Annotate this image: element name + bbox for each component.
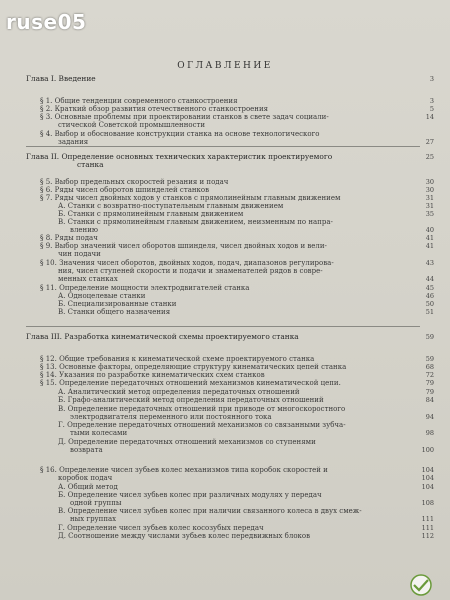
toc-entry: § 13. Основные факторы, определяющие структуру кинематических цепей станка — [40, 363, 347, 371]
toc-page-number: 41 — [425, 242, 434, 250]
toc-entry: А. Аналитический метод определения передаточных отношений — [58, 388, 300, 396]
toc-entry: А. Станки с возвратно-поступательным главным движением — [58, 202, 284, 210]
toc-entry: § 3. Основные проблемы при проектировании станков в свете задач социали- — [40, 113, 329, 121]
toc-page-number: 5 — [429, 105, 434, 113]
bazar-logo-icon — [398, 574, 444, 596]
toc-entry: Г. Определение чисел зубьев колес косозубых передач — [58, 524, 264, 532]
toc-chapter: Глава II. Определение основных технических характеристик проектируемого — [26, 152, 333, 161]
toc-entry: § 2. Краткий обзор развития отечественного станкостроения — [40, 105, 269, 113]
toc-page-number: 98 — [425, 429, 434, 437]
toc-entry: § 14. Указания по разработке кинематических схем станков — [40, 371, 265, 379]
toc-entry: § 16. Определение чисел зубьев колес механизмов типа коробок скоростей и — [40, 466, 328, 474]
toc-page-number: 68 — [425, 363, 434, 371]
toc-page-number: 72 — [425, 371, 434, 379]
toc-entry: стической Советской промышленности — [58, 121, 206, 129]
toc-entry: В. Определение чисел зубьев колес при наличии связанного колеса в двух смеж- — [58, 507, 362, 515]
toc-entry: § 12. Общие требования к кинематической схеме проектируемого станка — [40, 355, 315, 363]
toc-page-number: 41 — [425, 234, 434, 242]
toc-entry: Д. Определение передаточных отношений механизмов со ступенями — [58, 438, 316, 446]
toc-entry: чин подачи — [58, 250, 101, 258]
toc-page-number: 14 — [425, 113, 434, 121]
toc-entry: Б. Графо-аналитический метод определения передаточных отношений — [58, 396, 324, 404]
toc-entry: Б. Станки с прямолинейным главным движением — [58, 210, 244, 218]
toc-entry: возврата — [70, 446, 103, 454]
toc-entry: Б. Специализированные станки — [58, 300, 177, 308]
toc-page-number: 59 — [425, 333, 434, 341]
toc-page-number: 31 — [425, 194, 434, 202]
toc-page-number: 100 — [421, 446, 434, 454]
toc-page-number: 27 — [425, 138, 434, 146]
toc-page-number: 3 — [429, 75, 434, 83]
toc-entry: § 7. Ряды чисел двойных ходов у станков с прямолинейным главным движением — [40, 194, 341, 202]
toc-page-number: 40 — [425, 226, 434, 234]
toc-page-number: 44 — [425, 275, 434, 283]
toc-entry: В. Определение передаточных отношений при приводе от многоскоростного — [58, 405, 346, 413]
toc-entry: § 15. Определение передаточных отношений механизмов кинематической цепи. — [40, 379, 341, 387]
toc-entry: § 9. Выбор значений чисел оборотов шпинделя, чисел двойных ходов и вели- — [40, 242, 327, 250]
toc-page-number: 51 — [425, 308, 434, 316]
toc-page-number: 43 — [425, 259, 434, 267]
toc-page-number: 79 — [425, 388, 434, 396]
toc-entry: влению — [70, 226, 98, 234]
toc-chapter: станка — [77, 160, 104, 169]
watermark-logo: ruse05 — [6, 10, 87, 34]
toc-page-number: 79 — [425, 379, 434, 387]
toc-entry: § 5. Выбор предельных скоростей резания и подач — [40, 178, 229, 186]
toc-entry: электродвигателя переменного или постоянного тока — [70, 413, 272, 421]
toc-page-number: 104 — [421, 466, 434, 474]
toc-page-number: 112 — [421, 532, 434, 540]
toc-page-number: 35 — [425, 210, 434, 218]
toc-entry: А. Общий метод — [58, 483, 118, 491]
toc-entry: Д. Соотношение между числами зубьев колес передвижных блоков — [58, 532, 311, 540]
toc-page-number: 50 — [425, 300, 434, 308]
toc-page-number: 94 — [425, 413, 434, 421]
toc-page-number: 25 — [425, 153, 434, 161]
toc-entry: одной группы — [70, 499, 122, 507]
toc-page-number: 3 — [429, 97, 434, 105]
toc-entry: § 1. Общие тенденции современного станкостроения — [40, 97, 238, 105]
divider — [26, 326, 420, 327]
toc-page-number: 45 — [425, 284, 434, 292]
divider — [26, 146, 420, 147]
toc-entry: § 8. Ряды подач — [40, 234, 98, 242]
toc-entry: А. Одноцелевые станки — [58, 292, 146, 300]
toc-page-number: 30 — [425, 186, 434, 194]
toc-entry: В. Станки с прямолинейным главным движением, неизменным по напра- — [58, 218, 333, 226]
toc-chapter: Глава I. Введение — [26, 74, 96, 83]
toc-page-number: 111 — [421, 515, 434, 523]
toc-entry: коробок подач — [58, 474, 113, 482]
toc-page-number: 104 — [421, 483, 434, 491]
toc-entry: тыми колесами — [70, 429, 128, 437]
toc-entry: § 6. Ряды чисел оборотов шпинделей станков — [40, 186, 210, 194]
toc-entry: В. Станки общего назначения — [58, 308, 171, 316]
toc-entry: § 10. Значения чисел оборотов, двойных ходов, подач, диапазонов регулирова- — [40, 259, 334, 267]
toc-entry: Б. Определение чисел зубьев колес при различных модулях у передач — [58, 491, 322, 499]
toc-page-number: 108 — [421, 499, 434, 507]
toc-chapter: Глава III. Разработка кинематической схемы проектируемого станка — [26, 332, 299, 341]
toc-entry: Г. Определение передаточных отношений механизмов со связанными зубча- — [58, 421, 346, 429]
toc-entry: § 11. Определение мощности электродвигателей станка — [40, 284, 250, 292]
toc-entry: менных станках — [58, 275, 118, 283]
toc-entry: § 4. Выбор и обоснование конструкции станка на основе технологического — [40, 130, 320, 138]
toc-page-number: 84 — [425, 396, 434, 404]
toc-page-number: 30 — [425, 178, 434, 186]
toc-page-number: 104 — [421, 474, 434, 482]
toc-page-number: 111 — [421, 524, 434, 532]
toc-page-number: 59 — [425, 355, 434, 363]
toc-page-number: 31 — [425, 202, 434, 210]
toc-entry: ных группах — [70, 515, 117, 523]
page-title: ОГЛАВЛЕНИЕ — [177, 61, 273, 71]
toc-entry: ния, чисел ступеней скорости и подачи и знаменателей рядов в совре- — [58, 267, 323, 275]
toc-page-number: 46 — [425, 292, 434, 300]
toc-entry: задания — [58, 138, 89, 146]
